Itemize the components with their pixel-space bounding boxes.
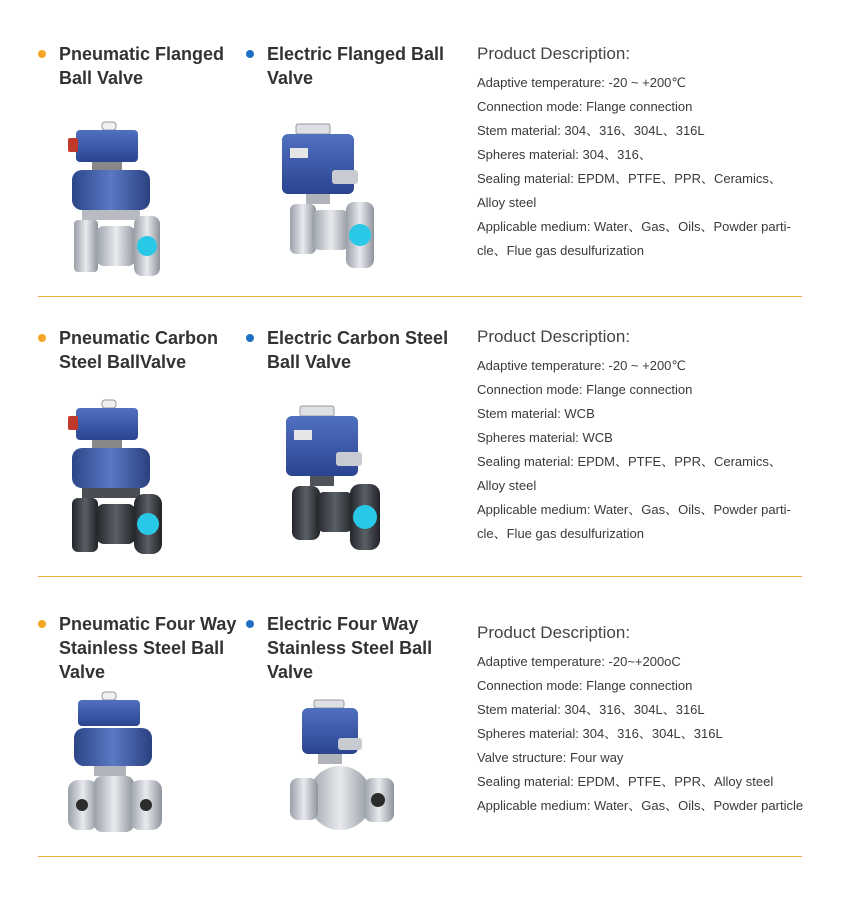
spec-line: Applicable medium: Water、Gas、Oils、Powder particle (477, 798, 804, 813)
section-divider (38, 576, 802, 577)
product-title[interactable]: Pneumatic Flanged Ball Valve (59, 44, 225, 88)
orange-dot-icon (38, 50, 46, 58)
spec-line: Adaptive temperature: -20~+200oC (477, 654, 681, 669)
blue-dot-icon (246, 50, 254, 58)
spec-line: Spheres material: 304、316、 (477, 147, 652, 162)
spec-line: Stem material: 304、316、304L、316L (477, 702, 705, 717)
product-title[interactable]: Electric Four Way Stainless Steel Ball Valve (267, 614, 433, 682)
spec-line: Stem material: WCB (477, 406, 595, 421)
pneumatic-valve-image (62, 396, 172, 556)
product-title[interactable]: Electric Flanged Ball Valve (267, 44, 445, 88)
spec-line: Alloy steel (477, 478, 537, 493)
spec-line: cle、Flue gas desulfurization (477, 526, 644, 541)
spec-line: Stem material: 304、316、304L、316L (477, 123, 705, 138)
orange-dot-icon (38, 620, 46, 628)
spec-line: Sealing material: EPDM、PTFE、PPR、Ceramics、 (477, 454, 782, 469)
spec-line: Connection mode: Flange connection (477, 382, 693, 397)
spec-line: cle、Flue gas desulfurization (477, 243, 644, 258)
electric-valve-image (280, 404, 386, 554)
section-divider (38, 856, 802, 857)
electric-valve-image (276, 122, 382, 272)
description-title: Product Description: (477, 327, 631, 346)
product-section-3 (0, 580, 850, 880)
spec-line: Connection mode: Flange connection (477, 678, 693, 693)
spec-line: Spheres material: 304、316、304L、316L (477, 726, 723, 741)
spec-line: Sealing material: EPDM、PTFE、PPR、Alloy steel (477, 774, 774, 789)
product-description (477, 43, 817, 263)
description-title: Product Description: (477, 44, 631, 63)
spec-line: Applicable medium: Water、Gas、Oils、Powder parti- (477, 502, 791, 517)
product-section-1 (0, 0, 850, 300)
section-divider (38, 296, 802, 297)
spec-line: Adaptive temperature: -20 ~ +200℃ (477, 75, 687, 90)
electric-valve-image (288, 698, 398, 838)
pneumatic-valve-image (62, 118, 172, 278)
product-section-2 (0, 300, 850, 580)
spec-line: Alloy steel (477, 195, 537, 210)
product-title[interactable]: Pneumatic Carbon Steel BallValve (59, 328, 219, 372)
spec-line: Spheres material: WCB (477, 430, 613, 445)
product-title[interactable]: Pneumatic Four Way Stainless Steel Ball Valve (59, 614, 237, 682)
product-title[interactable]: Electric Carbon Steel Ball Valve (267, 328, 449, 372)
blue-dot-icon (246, 334, 254, 342)
spec-line: Applicable medium: Water、Gas、Oils、Powder parti- (477, 219, 791, 234)
spec-line: Adaptive temperature: -20 ~ +200℃ (477, 358, 687, 373)
description-title: Product Description: (477, 623, 631, 642)
product-description (477, 622, 817, 818)
orange-dot-icon (38, 334, 46, 342)
spec-line: Connection mode: Flange connection (477, 99, 693, 114)
pneumatic-valve-image (64, 690, 168, 840)
spec-line: Sealing material: EPDM、PTFE、PPR、Ceramics、 (477, 171, 782, 186)
spec-line: Valve structure: Four way (477, 750, 624, 765)
blue-dot-icon (246, 620, 254, 628)
product-description (477, 326, 817, 546)
